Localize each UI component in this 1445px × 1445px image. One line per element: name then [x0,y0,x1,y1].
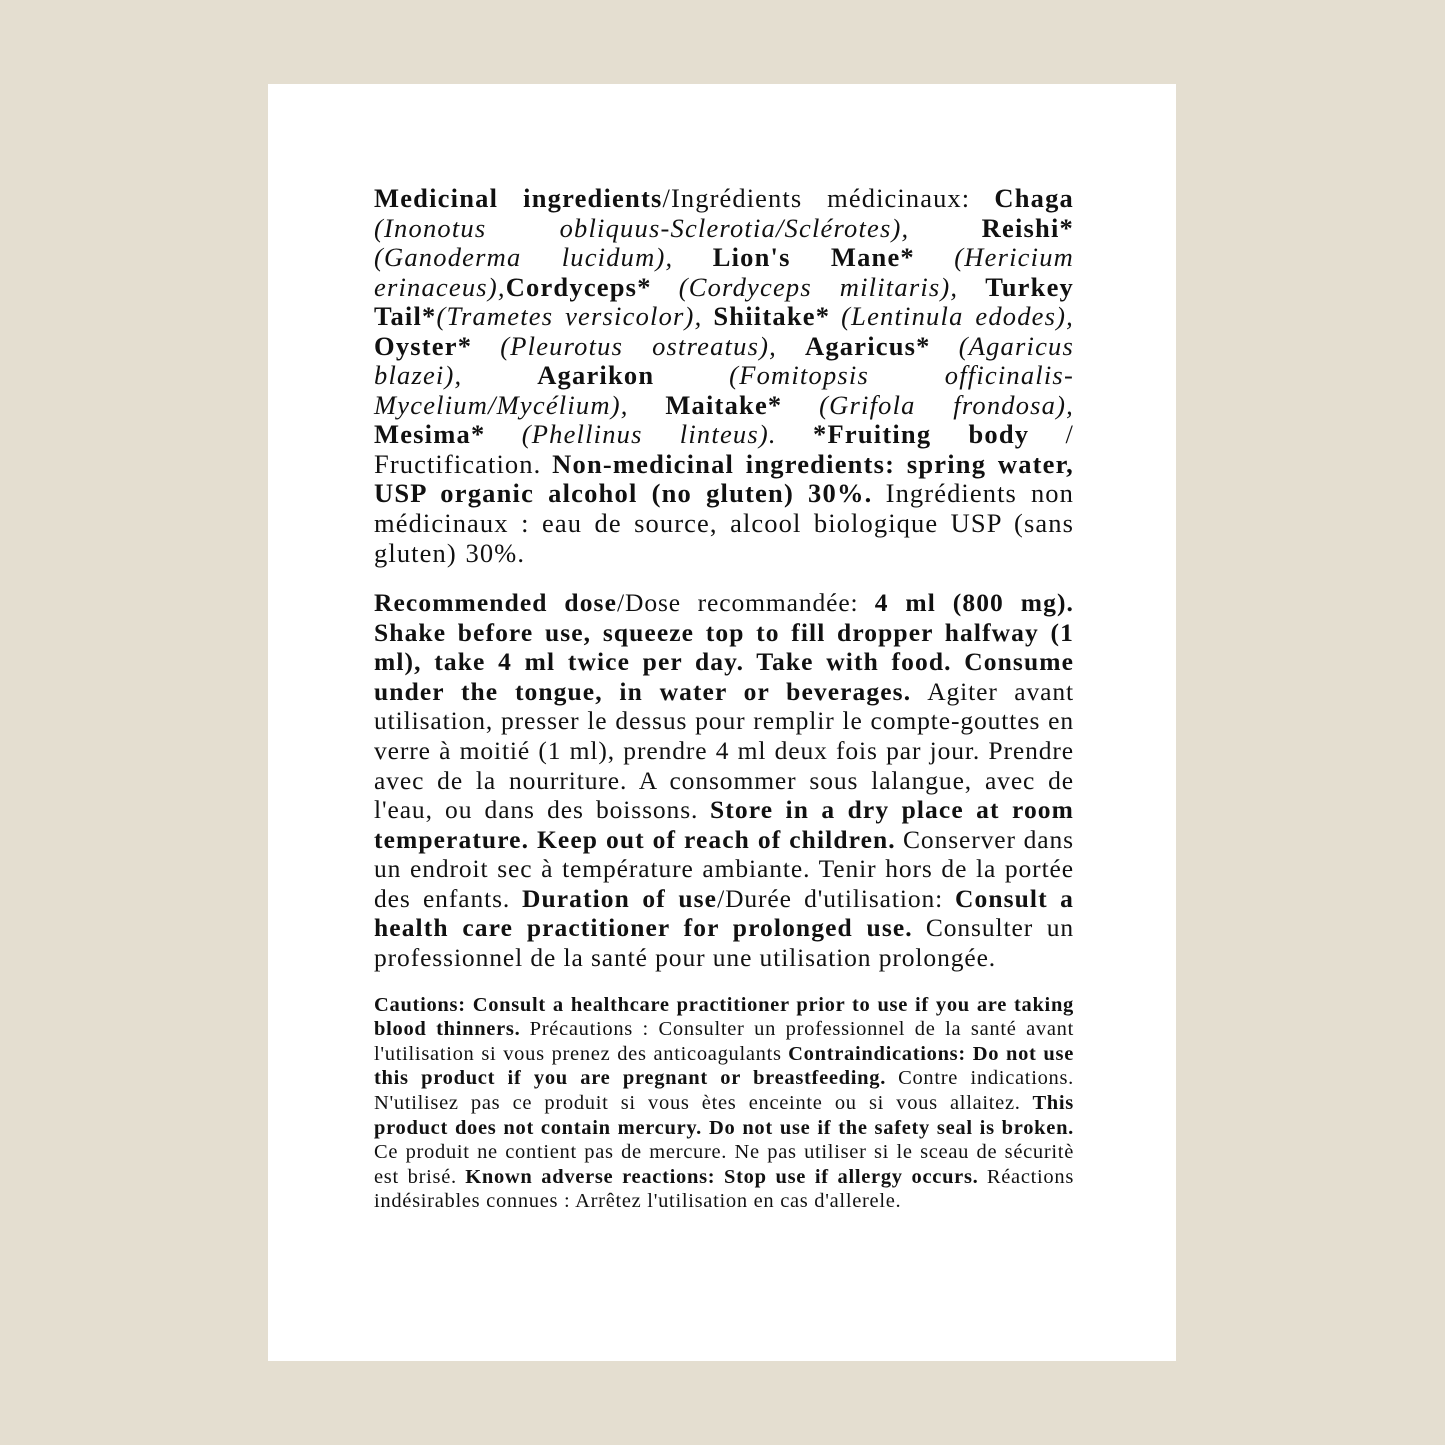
mushroom-8-latin: (Agaricus blazei), [374,330,1074,391]
duration-heading-fr: Durée d'utilisation: [725,883,944,913]
mushroom-9-latin: (Fomitopsis officinalis-Mycelium/Mycélium), [374,360,1074,420]
dose-amount: 4 ml (800 mg). [874,588,1075,618]
mushroom-1-name: Chaga [994,183,1074,213]
contraindications-en: Contraindications: Do not use this product if you are pregnant or breastfeeding. [374,1042,1074,1090]
mushroom-5-name: Turkey Tail* [374,271,1074,332]
duration-note-en: Consult a health care practitioner for prolonged use. [374,883,1075,943]
adverse-reactions-en: Known adverse reactions: Stop use if allergy occurs. [465,1165,979,1188]
non-medicinal-en: Non-medicinal ingredients: spring water, USP organic alcohol (no gluten) 30%. [374,448,1074,509]
label-page [268,84,1176,1361]
cautions-en: Cautions: Consult a healthcare practitioner prior to use if you are taking blood thinners. [374,993,1074,1041]
mushroom-10-name: Maitake* [665,389,783,420]
ingredients-heading-en: Medicinal ingredients [374,183,663,213]
dose-heading-separator: / [617,588,625,618]
mushroom-6-latin: (Lentinula edodes), [841,301,1074,332]
cautions-block [374,993,1074,1214]
mushroom-2-name: Reishi* [981,212,1074,243]
mercury-note-fr: Ce produit ne contient pas de mercure. Ne pas utiliser si le sceau de sécuritè est brisé. [374,1141,1074,1188]
fruiting-body-separator: / [1065,419,1074,450]
dose-heading-fr: Dose recommandée: [625,588,859,618]
mushroom-2-latin: (Ganoderma lucidum), [374,242,674,273]
mushroom-3-name: Lion's Mane* [712,242,915,273]
mushroom-4-latin: (Cordyceps militaris), [678,271,959,302]
storage-fr: Conserver dans un endroit sec à température ambiante. Tenir hors de la portée des enfants. [374,824,1074,913]
dose-instructions-en: Shake before use, squeeze top to fill dropper halfway (1 ml), take 4 ml twice per day. Take with food. Consume under the tongue, in water or beverages. [374,617,1074,706]
mushroom-11-name: Mesima* [374,419,486,450]
mushroom-11-latin: (Phellinus linteus). [521,419,777,450]
mushroom-1-latin: (Inonotus obliquus-Sclerotia/Sclérotes), [374,212,910,243]
mushroom-9-name: Agarikon [537,360,655,391]
mushroom-4-name: Cordyceps* [505,271,652,302]
medicinal-ingredients-block [374,184,1074,568]
label-content [374,184,1074,1234]
ingredients-heading-separator: / [662,183,671,213]
mushroom-10-latin: (Grifola frondosa), [819,389,1074,420]
mushroom-6-name: Shiitake* [713,301,831,332]
non-medicinal-fr: Ingrédients non médicinaux : eau de source, alcool biologique USP (sans gluten) 30%. [374,478,1074,568]
duration-note-fr: Consulter un professionnel de la santé pour une utilisation prolongée. [374,913,1074,973]
mushroom-5-latin: (Trametes versicolor), [436,301,703,332]
dose-instructions-fr: Agiter avant utilisation, presser le dessus pour remplir le compte-gouttes en verre à moitié (1 ml), prendre 4 ml deux fois par jour. Prendre avec de la nourriture. A consommer sous lalangue, avec de l'eau, ou dans des boissons. [374,676,1075,825]
adverse-reactions-fr: Réactions indésirables connues : Arrêtez l'utilisation en cas d'allerele. [374,1165,1074,1213]
fruiting-body-note-fr: Fructification. [374,448,542,479]
ingredients-heading-fr: Ingrédients médicinaux: [670,183,971,213]
duration-heading-en: Duration of use [521,883,718,913]
recommended-dose-block [374,588,1074,973]
dose-heading-en: Recommended dose [374,588,617,618]
mushroom-3-latin: (Hericium erinaceus), [374,242,1074,302]
mushroom-8-name: Agaricus* [805,330,931,361]
duration-separator: / [717,883,726,913]
mercury-note-en: This product does not contain mercury. Do not use if the safety seal is broken. [374,1092,1074,1139]
contraindications-fr: Contre indications. N'utilisez pas ce produit si vous ètes enceinte ou si vous allaitez. [374,1067,1074,1114]
fruiting-body-note-en: *Fruiting body [813,419,1030,450]
cautions-fr: Précautions : Consulter un professionnel de la santé avant l'utilisation si vous prenez des anticoagulants [374,1018,1074,1065]
storage-en: Store in a dry place at room temperature. Keep out of reach of children. [374,795,1074,854]
mushroom-7-name: Oyster* [374,330,473,361]
mushroom-7-latin: (Pleurotus ostreatus), [500,330,777,361]
